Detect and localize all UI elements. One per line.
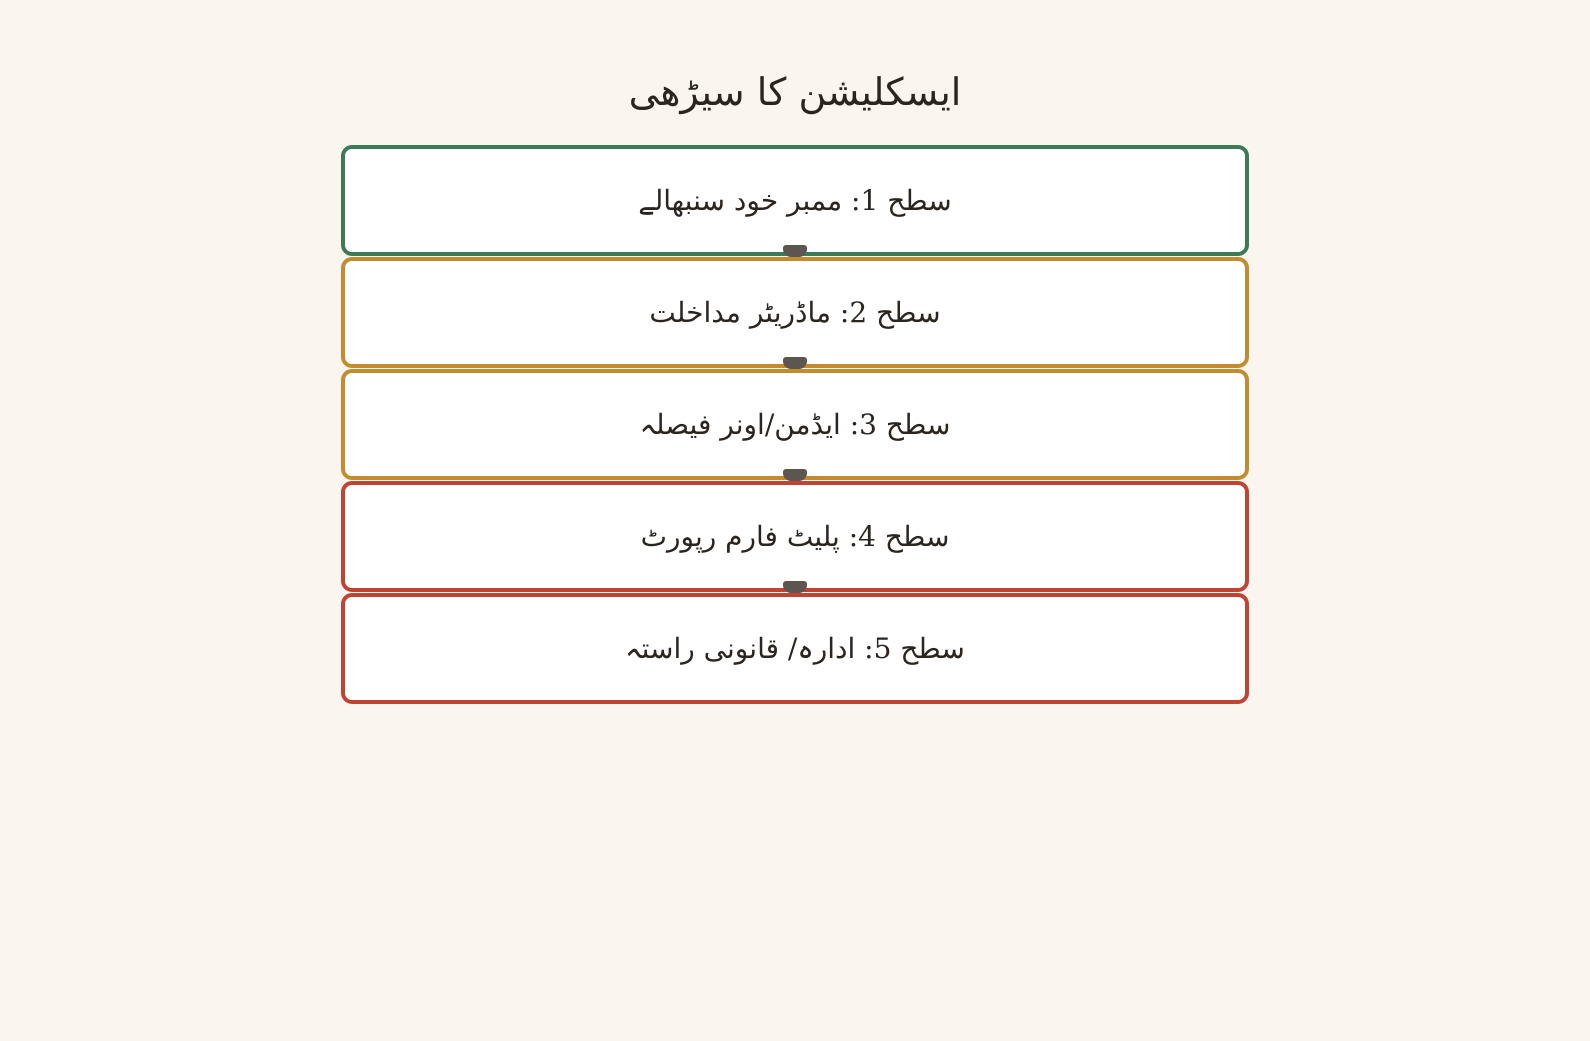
- level-2-label: سطح 2: ماڈریٹر مداخلت: [649, 295, 941, 329]
- level-5-label: سطح 5: ادارہ/ قانونی راستہ: [625, 631, 965, 665]
- level-2-box: [341, 257, 1249, 368]
- level-1-label: سطح 1: ممبر خود سنبھالے: [638, 183, 952, 217]
- level-5-box: [341, 593, 1249, 704]
- level-3-label: سطح 3: ایڈمن/اونر فیصلہ: [639, 407, 951, 441]
- connector-arrow-4-5: [783, 581, 807, 593]
- level-4-box: [341, 481, 1249, 592]
- level-1-box: [341, 145, 1249, 256]
- connector-arrow-2-3: [783, 357, 807, 369]
- diagram-title: ایسکلیشن کا سیڑھی: [628, 70, 962, 114]
- level-4-label: سطح 4: پلیٹ فارم رپورٹ: [640, 519, 950, 553]
- connector-arrow-1-2: [783, 245, 807, 257]
- connector-arrow-3-4: [783, 469, 807, 481]
- level-3-box: [341, 369, 1249, 480]
